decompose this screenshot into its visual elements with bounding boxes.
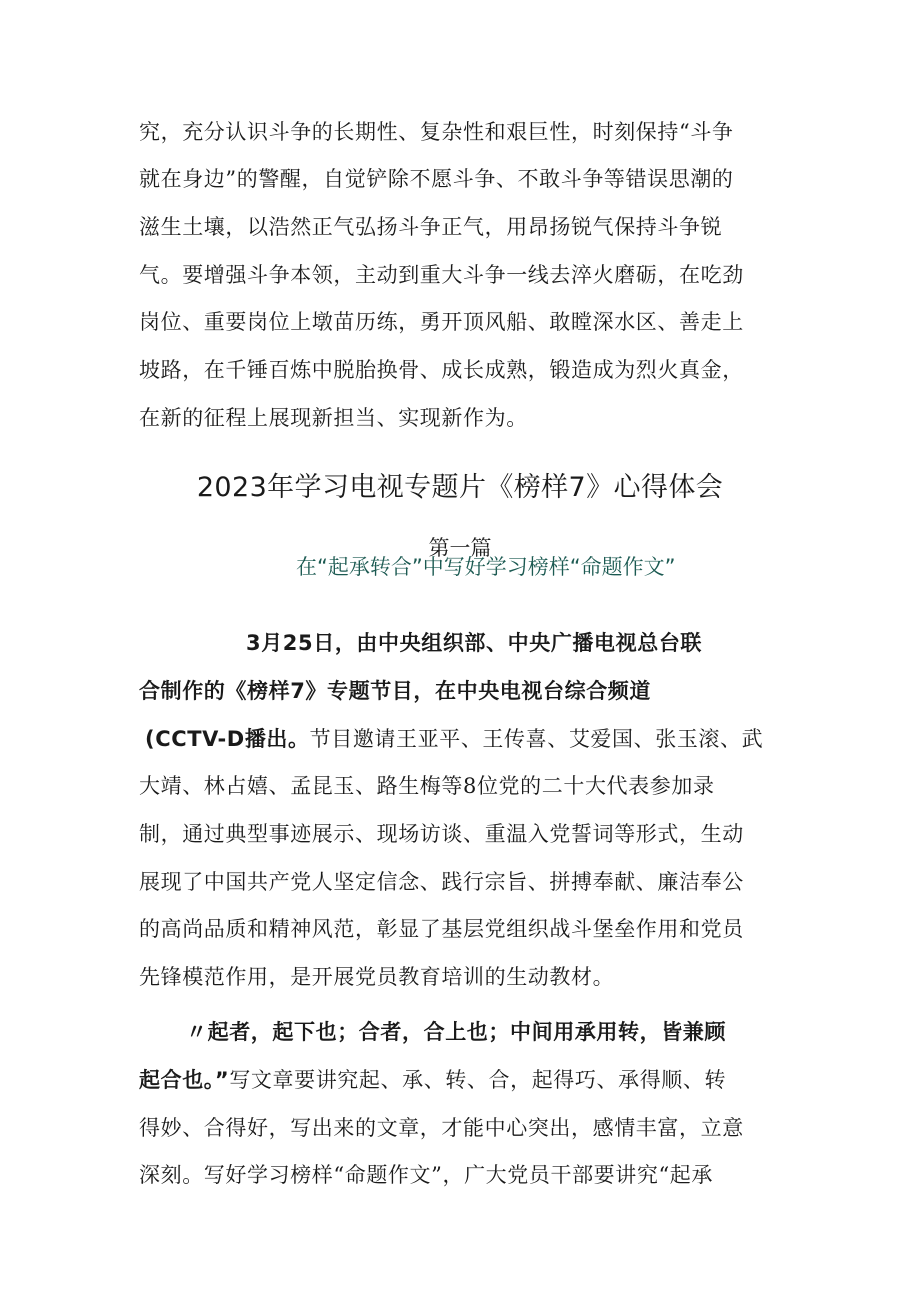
- para1-line-3: [145, 724, 763, 754]
- para2-line-3: 得妙、合得好，写出来的文章，才能中心突出，感情丰富，立意: [139, 1116, 744, 1140]
- para1-line-4: 大靖、林占嬉、孟昆玉、路生梅等8位党的二十大代表参加录: [139, 774, 715, 798]
- para2-line-2-rest: 写文章要讲究起、承、转、合，起得巧、承得顺、转: [229, 1068, 727, 1092]
- intro-line-4: 气。要增强斗争本领，主动到重大斗争一线去淬火磨砺，在吃劲: [139, 263, 744, 287]
- intro-line-5: 岗位、重要岗位上墩苗历练，勇开顶风船、敢瞠深水区、善走上: [139, 310, 744, 334]
- section-label: 第一篇: [428, 536, 492, 560]
- para1-line-3-rest: 节目邀请王亚平、王传喜、艾爱国、张玉滚、武: [309, 727, 764, 751]
- para1-line-1: 3月25日，由中央组织部、中央广播电视总台联: [246, 631, 703, 655]
- intro-line-7: 在新的征程上展现新担当、实现新作为。: [139, 406, 528, 430]
- intro-line-2: 就在身边”的警醒，自觉铲除不愿斗争、不敢斗争等错误思潮的: [139, 167, 734, 191]
- para1-line-3-bold: (CCTV-D播出。: [145, 727, 310, 751]
- article-heading: 在“起承转合”中写好学习榜样“命题作文”: [296, 555, 676, 579]
- para1-line-7: 的高尚品质和精神风范，彰显了基层党组织战斗堡垒作用和党员: [139, 917, 744, 941]
- para1-line-6: 展现了中国共产党人坚定信念、践行宗旨、拼搏奉献、廉洁奉公: [139, 870, 744, 894]
- document-title: 2023年学习电视专题片《榜样7》心得体会: [196, 472, 724, 503]
- para2-line-2: [139, 1065, 726, 1095]
- para2-line-2-bold: 起合也。”: [139, 1068, 230, 1092]
- para1-line-5: 制，通过典型事迹展示、现场访谈、重温入党誓词等形式，生动: [139, 822, 744, 846]
- para1-line-8: 先锋模范作用，是开展党员教育培训的生动教材。: [139, 965, 615, 989]
- para2-line-1: 〃起者，起下也；合者，合上也；中间用承用转，皆兼顾: [186, 1020, 726, 1044]
- intro-line-3: 滋生土壤，以浩然正气弘扬斗争正气，用昂扬锐气保持斗争锐: [139, 215, 723, 239]
- para2-line-4: 深刻。写好学习榜样“命题作文”，广大党员干部要讲究“起承: [139, 1163, 714, 1187]
- intro-line-6: 坡路，在千锤百炼中脱胎换骨、成长成熟，锻造成为烈火真金，: [139, 358, 744, 382]
- intro-line-1: 究，充分认识斗争的长期性、复杂性和艰巨性，时刻保持“斗争: [139, 120, 734, 144]
- para1-line-2: 合制作的《榜样7》专题节目，在中央电视台综合频道: [139, 679, 652, 703]
